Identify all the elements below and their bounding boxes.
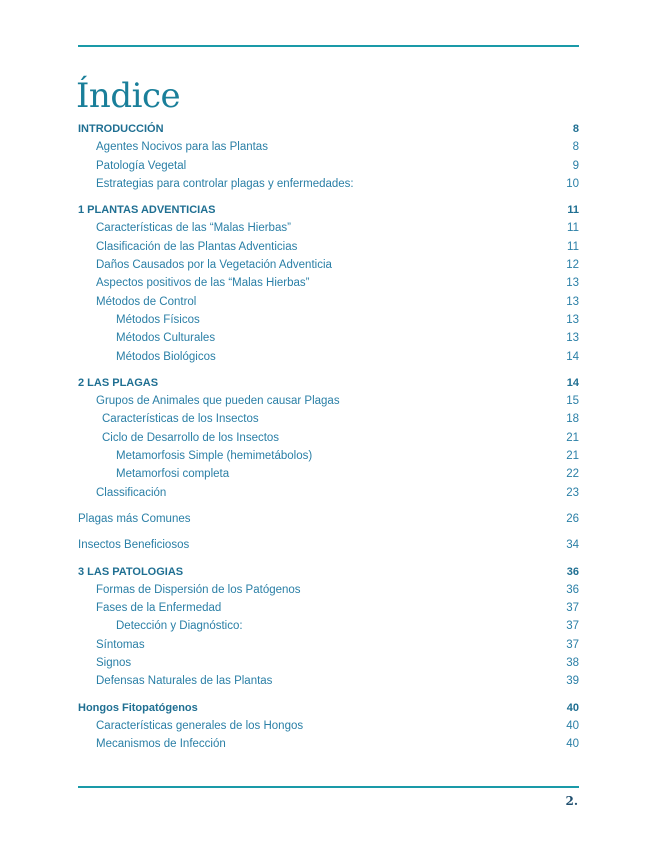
page-title: Índice	[76, 76, 181, 116]
toc-entry-page: 15	[566, 395, 579, 408]
toc-entry[interactable]	[78, 735, 579, 753]
toc-entry-label: Plagas más Comunes	[78, 512, 191, 525]
toc-entry-label: Insectos Beneficiosos	[78, 539, 190, 552]
toc-entry-page: 9	[572, 159, 579, 172]
toc-entry-label: Características generales de los Hongos	[96, 719, 304, 732]
toc-entry-label: Aspectos positivos de las “Malas Hierbas”	[96, 277, 310, 290]
toc-entry-page: 37	[566, 638, 579, 651]
toc-entry-page: 38	[566, 657, 579, 670]
toc-entry[interactable]	[78, 392, 579, 410]
toc-entry-label: Patología Vegetal	[96, 159, 187, 172]
toc-entry-page: 22	[566, 468, 579, 481]
toc-entry-label: Hongos Fitopatógenos	[78, 701, 198, 714]
toc-entry-label: Formas de Dispersión de los Patógenos	[96, 583, 301, 596]
toc-entry[interactable]	[78, 599, 579, 617]
toc-entry-label: Características de las “Malas Hierbas”	[96, 222, 291, 235]
toc-entry[interactable]	[78, 329, 579, 347]
toc-entry-label: Agentes Nocivos para las Plantas	[96, 141, 268, 154]
toc-entry-page: 13	[566, 277, 579, 290]
toc-entry[interactable]	[78, 175, 579, 193]
toc-entry[interactable]	[78, 238, 579, 256]
page-number: 2.	[565, 794, 578, 808]
toc-entry[interactable]	[78, 410, 579, 428]
table-of-contents	[78, 120, 579, 754]
toc-entry-label: Clasificación de las Plantas Adventicias	[96, 240, 298, 253]
toc-entry-page: 39	[566, 675, 579, 688]
toc-entry[interactable]	[78, 563, 579, 581]
toc-entry-label: 2 LAS PLAGAS	[78, 376, 159, 389]
toc-entry[interactable]	[78, 374, 579, 392]
toc-entry-label: Signos	[96, 657, 132, 670]
toc-entry-page: 40	[566, 719, 579, 732]
toc-entry-page: 18	[566, 413, 579, 426]
toc-entry-label: Defensas Naturales de las Plantas	[96, 675, 273, 688]
toc-entry-page: 34	[566, 539, 579, 552]
toc-entry-page: 21	[566, 450, 579, 463]
toc-entry-page: 21	[566, 431, 579, 444]
toc-entry[interactable]	[78, 348, 579, 366]
toc-entry[interactable]	[78, 654, 579, 672]
toc-entry-page: 40	[566, 738, 579, 751]
toc-entry-label: Características de los Insectos	[102, 413, 259, 426]
toc-entry[interactable]	[78, 699, 579, 717]
toc-entry-page: 26	[566, 512, 579, 525]
toc-entry-page: 37	[566, 602, 579, 615]
toc-entry-label: Daños Causados por la Vegetación Adventicia	[96, 259, 332, 272]
toc-entry-page: 11	[567, 240, 579, 253]
toc-entry-label: Síntomas	[96, 638, 145, 651]
toc-entry-page: 14	[566, 376, 579, 389]
toc-entry-page: 11	[567, 222, 579, 235]
toc-entry-page: 12	[566, 259, 579, 272]
toc-entry-page: 11	[567, 204, 579, 217]
bottom-divider	[78, 786, 579, 788]
toc-entry[interactable]	[78, 581, 579, 599]
toc-entry[interactable]	[78, 120, 579, 138]
toc-entry[interactable]	[78, 447, 579, 465]
toc-entry-label: Estrategias para controlar plagas y enfermedades:	[96, 177, 354, 190]
toc-entry-page: 36	[566, 583, 579, 596]
toc-entry[interactable]	[78, 429, 579, 447]
toc-entry[interactable]	[78, 157, 579, 175]
toc-entry-page: 37	[566, 620, 579, 633]
toc-entry-label: 3 LAS PATOLOGIAS	[78, 565, 184, 578]
toc-entry-label: Grupos de Animales que pueden causar Plagas	[96, 395, 340, 408]
toc-entry-label: Detección y Diagnóstico:	[116, 620, 243, 633]
toc-entry[interactable]	[78, 274, 579, 292]
toc-entry-page: 10	[566, 177, 579, 190]
toc-entry-label: Metamorfosis Simple (hemimetábolos)	[116, 450, 313, 463]
toc-entry-page: 13	[566, 295, 579, 308]
toc-entry[interactable]	[78, 536, 579, 554]
toc-entry[interactable]	[78, 510, 579, 528]
toc-entry-page: 40	[566, 701, 579, 714]
toc-entry-page: 13	[566, 313, 579, 326]
toc-entry[interactable]	[78, 256, 579, 274]
toc-entry[interactable]	[78, 219, 579, 237]
toc-entry[interactable]	[78, 672, 579, 690]
toc-entry[interactable]	[78, 617, 579, 635]
toc-entry-page: 14	[566, 350, 579, 363]
toc-entry[interactable]	[78, 717, 579, 735]
toc-entry-page: 36	[566, 565, 579, 578]
toc-entry-label: Fases de la Enfermedad	[96, 602, 222, 615]
toc-entry-label: Métodos Biológicos	[116, 350, 216, 363]
toc-entry-label: Ciclo de Desarrollo de los Insectos	[102, 431, 280, 444]
toc-entry-label: INTRODUCCIÓN	[78, 123, 164, 135]
toc-entry-page: 8	[572, 141, 579, 154]
toc-entry[interactable]	[78, 465, 579, 483]
toc-entry[interactable]	[78, 484, 579, 502]
toc-entry-label: 1 PLANTAS ADVENTICIAS	[78, 204, 216, 217]
toc-entry[interactable]	[78, 636, 579, 654]
toc-entry-label: Classificación	[96, 486, 167, 499]
toc-entry-label: Métodos Culturales	[116, 332, 216, 345]
toc-entry-page: 23	[566, 486, 579, 499]
toc-entry[interactable]	[78, 293, 579, 311]
toc-entry-page: 8	[572, 123, 579, 135]
toc-entry[interactable]	[78, 201, 579, 219]
top-divider	[78, 45, 579, 47]
toc-entry[interactable]	[78, 311, 579, 329]
toc-entry-label: Mecanismos de Infección	[96, 738, 226, 751]
toc-entry-label: Métodos de Control	[96, 295, 197, 308]
toc-entry-label: Métodos Físicos	[116, 313, 200, 326]
toc-entry-page: 13	[566, 332, 579, 345]
toc-entry-label: Metamorfosi completa	[116, 468, 230, 481]
toc-entry[interactable]	[78, 138, 579, 156]
